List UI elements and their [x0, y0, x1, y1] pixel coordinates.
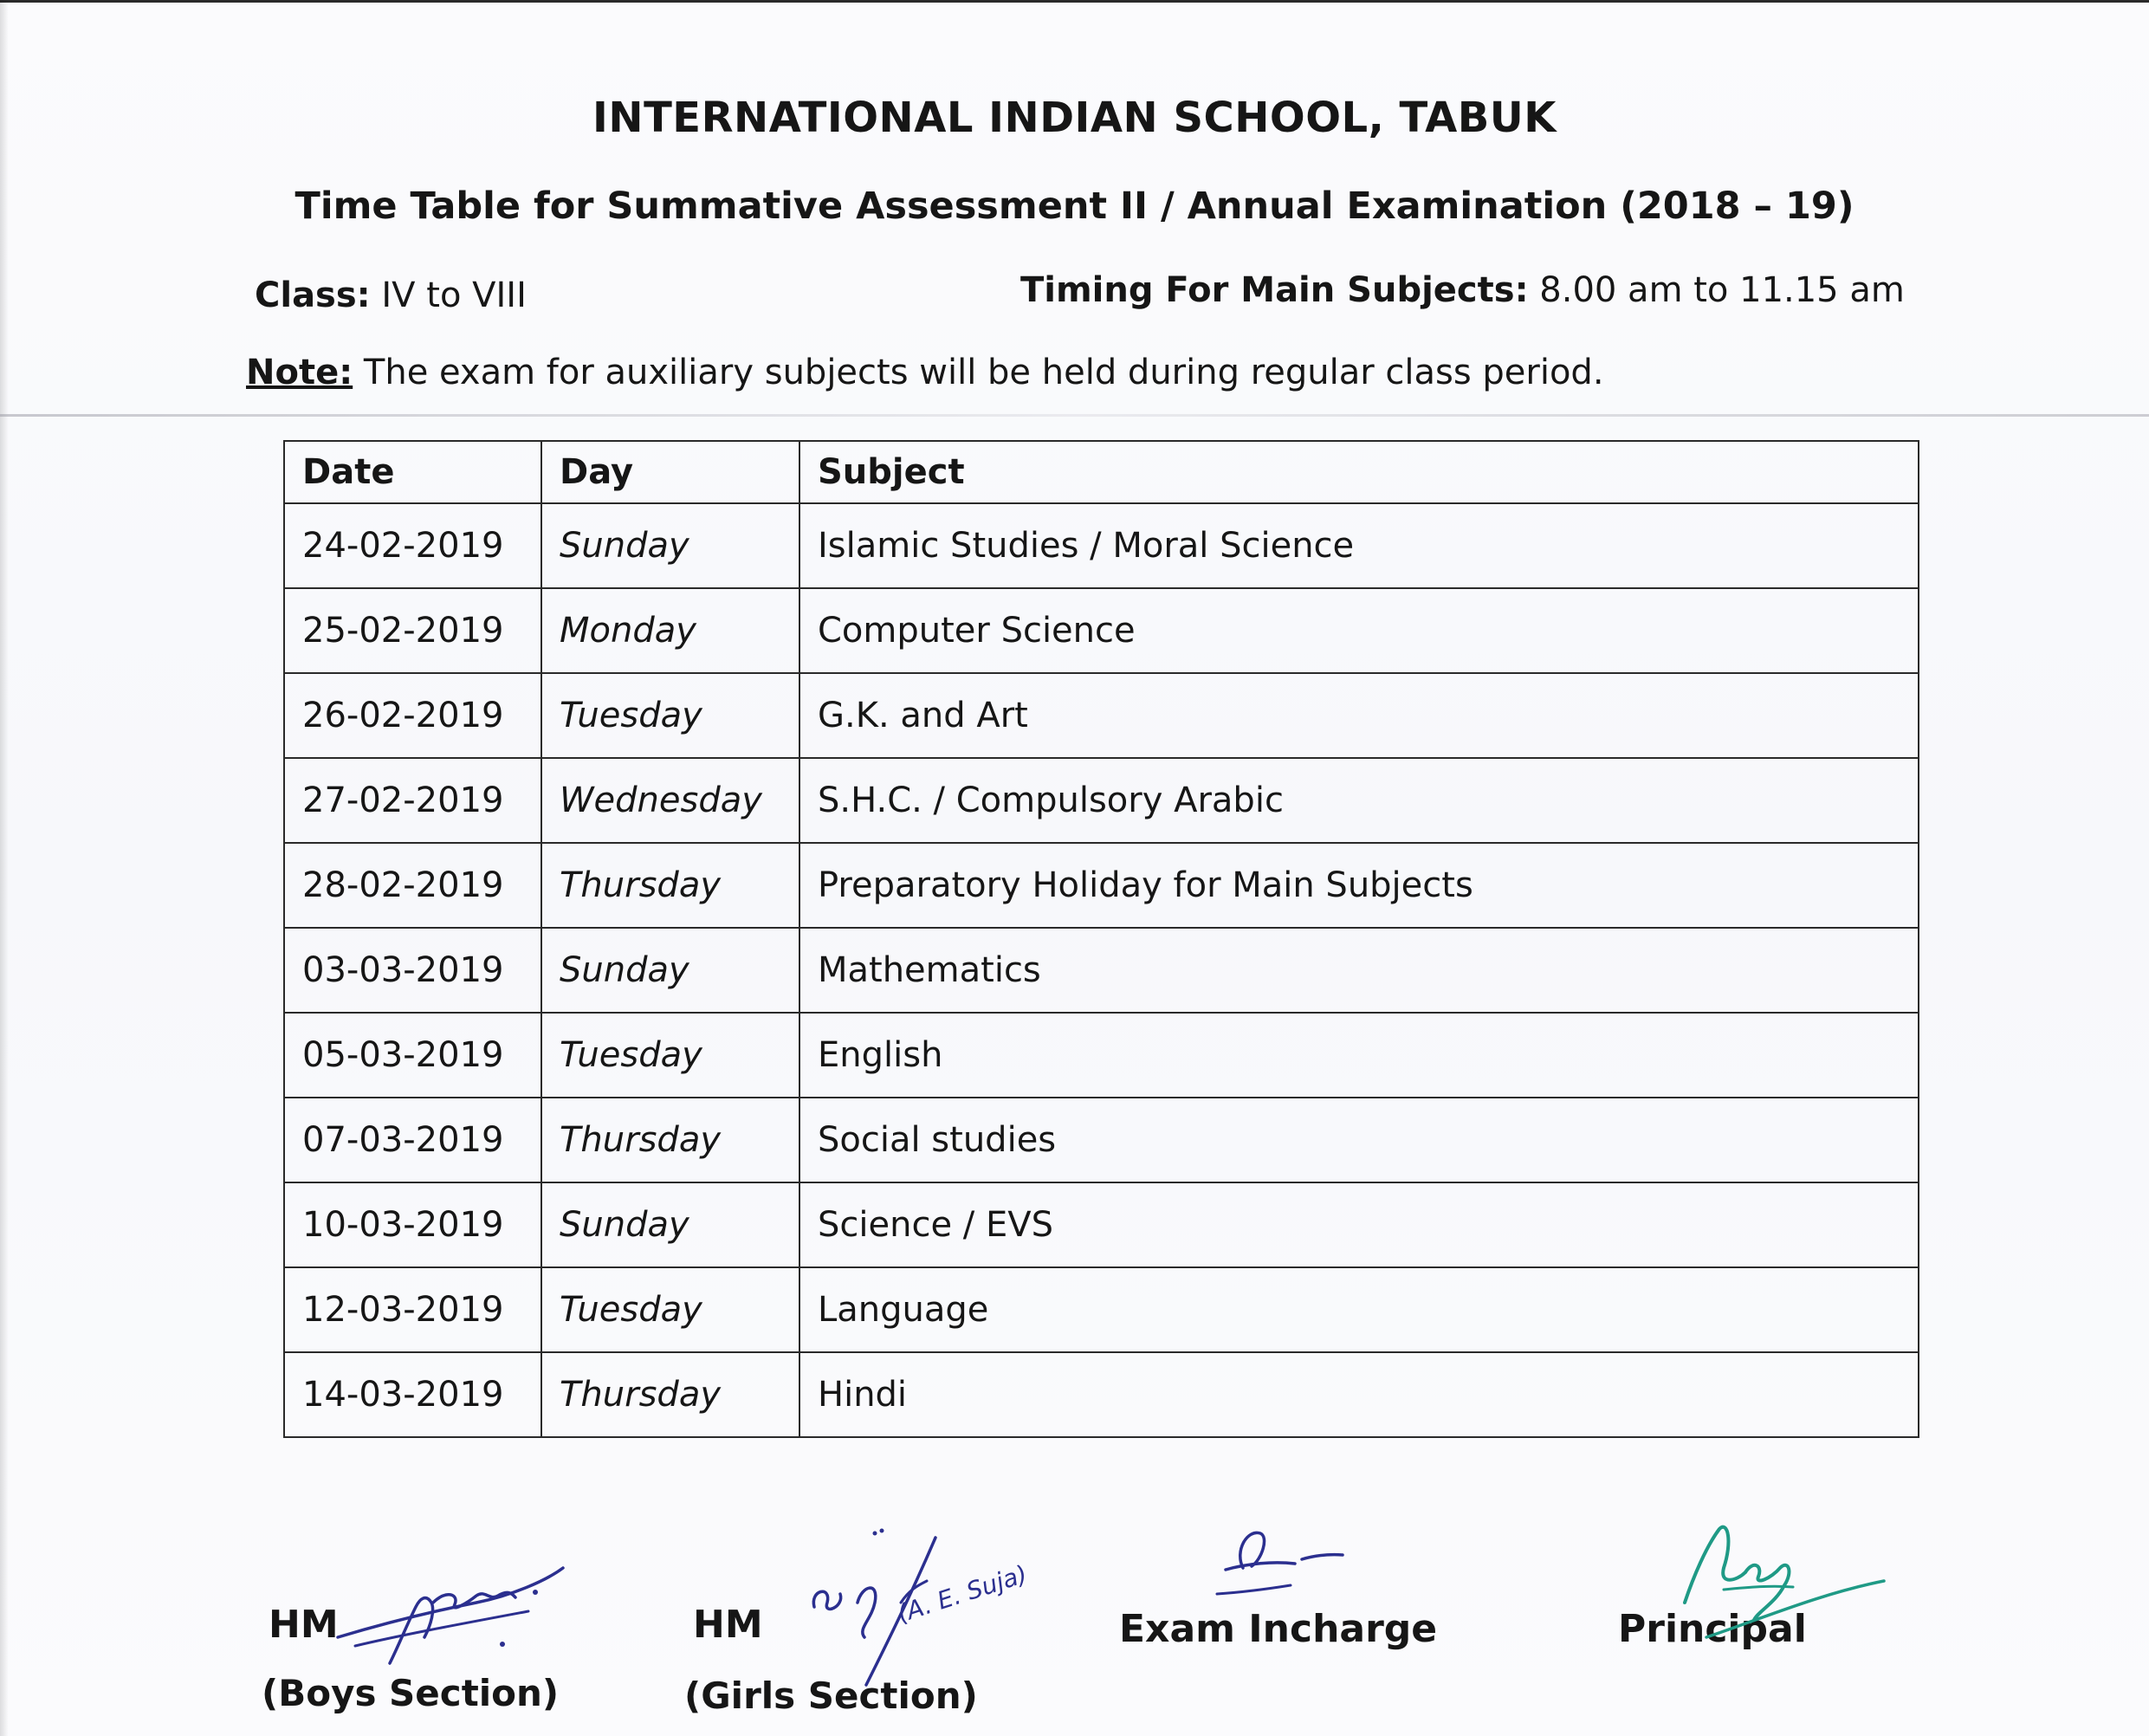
subject-cell: Islamic Studies / Moral Science — [799, 503, 1919, 588]
exam-incharge-label: Exam Incharge — [1119, 1607, 1438, 1651]
subject-cell: English — [799, 1013, 1919, 1098]
date-cell: 14-03-2019 — [284, 1352, 541, 1437]
scan-shadow — [0, 0, 9, 1736]
table-row — [284, 1267, 1919, 1352]
subject-cell: S.H.C. / Compulsory Arabic — [799, 758, 1919, 843]
date-cell: 24-02-2019 — [284, 503, 541, 588]
timetable — [283, 440, 1919, 1438]
day-cell: Tuesday — [541, 1013, 799, 1098]
subject-cell: Computer Science — [799, 588, 1919, 673]
note — [246, 353, 1604, 392]
class-info — [255, 275, 527, 315]
day-cell: Thursday — [541, 843, 799, 928]
note-label: Note: — [246, 353, 353, 392]
page-top-edge — [0, 0, 2149, 3]
subject-cell: Social studies — [799, 1098, 1919, 1182]
hm-girls-label: HM — [693, 1603, 763, 1647]
school-title: INTERNATIONAL INDIAN SCHOOL, TABUK — [592, 94, 1557, 142]
note-text: The exam for auxiliary subjects will be held during regular class period. — [353, 353, 1604, 392]
table-row — [284, 503, 1919, 588]
date-cell: 10-03-2019 — [284, 1182, 541, 1267]
timetable-subtitle: Time Table for Summative Assessment II / Annual Examination (2018 – 19) — [295, 185, 1854, 228]
day-cell: Thursday — [541, 1098, 799, 1182]
table-row — [284, 758, 1919, 843]
table-header-row — [284, 441, 1919, 503]
day-cell: Tuesday — [541, 673, 799, 758]
timing-label: Timing For Main Subjects: — [1020, 270, 1529, 310]
table-row — [284, 928, 1919, 1013]
table-row — [284, 1352, 1919, 1437]
day-cell: Sunday — [541, 503, 799, 588]
hm-girls-section-label: (Girls Section) — [684, 1674, 978, 1717]
date-cell: 25-02-2019 — [284, 588, 541, 673]
day-cell: Monday — [541, 588, 799, 673]
principal-label: Principal — [1618, 1607, 1807, 1651]
date-header: Date — [284, 441, 541, 503]
date-cell: 07-03-2019 — [284, 1098, 541, 1182]
paper-fold-line — [0, 414, 2149, 417]
date-cell: 03-03-2019 — [284, 928, 541, 1013]
table-row — [284, 1013, 1919, 1098]
date-cell: 05-03-2019 — [284, 1013, 541, 1098]
subject-cell: Preparatory Holiday for Main Subjects — [799, 843, 1919, 928]
day-cell: Tuesday — [541, 1267, 799, 1352]
timing-info — [1020, 270, 1905, 310]
hm-boys-label: HM — [269, 1603, 339, 1647]
hm-boys-section-label: (Boys Section) — [262, 1672, 560, 1714]
date-cell: 12-03-2019 — [284, 1267, 541, 1352]
hm-girls-handwritten-name: (A. E. Suja) — [893, 1559, 1031, 1629]
principal-signature — [1672, 1507, 1897, 1655]
subject-cell: G.K. and Art — [799, 673, 1919, 758]
table-row — [284, 1182, 1919, 1267]
subject-header: Subject — [799, 441, 1919, 503]
day-cell: Sunday — [541, 1182, 799, 1267]
day-header: Day — [541, 441, 799, 503]
date-cell: 26-02-2019 — [284, 673, 541, 758]
timing-value: 8.00 am to 11.15 am — [1528, 270, 1905, 310]
day-cell: Thursday — [541, 1352, 799, 1437]
hm-boys-signature — [329, 1542, 580, 1681]
table-row — [284, 843, 1919, 928]
subject-cell: Science / EVS — [799, 1182, 1919, 1267]
table-row — [284, 673, 1919, 758]
subject-cell: Hindi — [799, 1352, 1919, 1437]
table-row — [284, 1098, 1919, 1182]
subject-cell: Language — [799, 1267, 1919, 1352]
day-cell: Sunday — [541, 928, 799, 1013]
date-cell: 28-02-2019 — [284, 843, 541, 928]
class-value: IV to VIII — [370, 275, 527, 315]
exam-incharge-signature — [1208, 1516, 1356, 1611]
subject-cell: Mathematics — [799, 928, 1919, 1013]
table-row — [284, 588, 1919, 673]
hm-girls-signature — [797, 1520, 1083, 1694]
date-cell: 27-02-2019 — [284, 758, 541, 843]
day-cell: Wednesday — [541, 758, 799, 843]
class-label: Class: — [255, 275, 371, 315]
